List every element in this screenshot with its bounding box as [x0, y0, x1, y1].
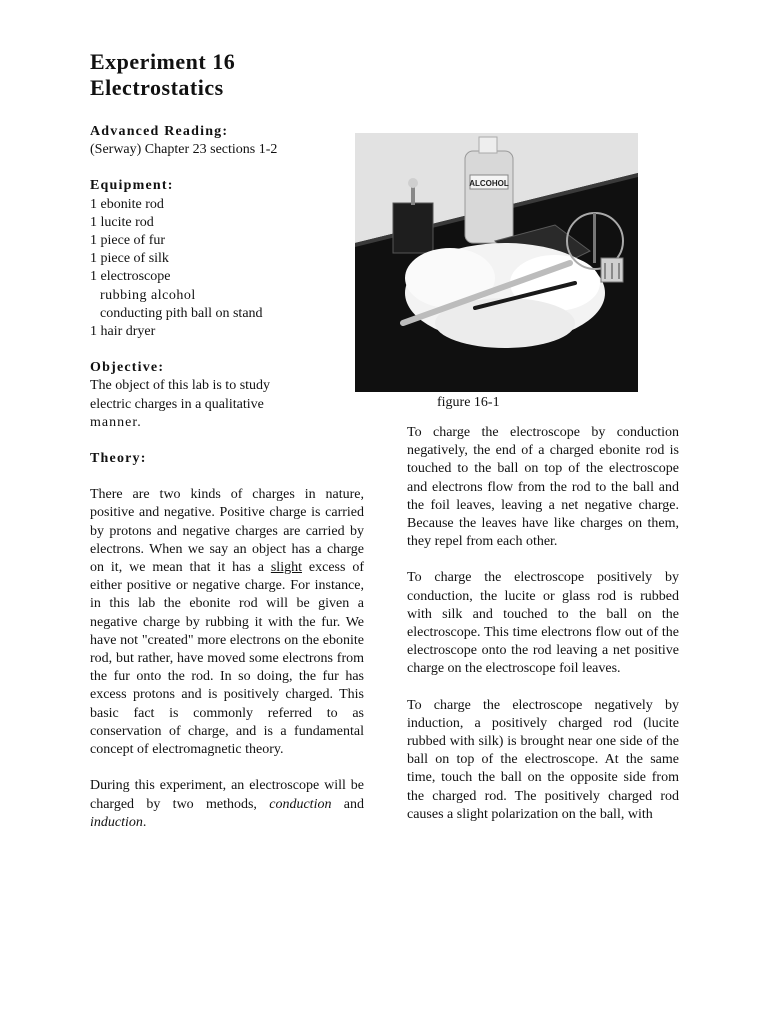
theory-paragraph-2 — [90, 777, 364, 832]
theory-text: and — [331, 796, 364, 812]
equipment-item: conducting pith ball on stand — [100, 305, 263, 321]
alcohol-bottle — [465, 137, 513, 243]
theory-paragraph-1 — [90, 486, 364, 759]
figure-caption: figure 16-1 — [437, 395, 500, 410]
left-column — [90, 123, 364, 832]
equipment-item: 1 lucite rod — [90, 214, 154, 230]
title-line-experiment: Experiment 16 — [90, 49, 236, 74]
objective-heading: Objective: — [90, 360, 165, 376]
equipment-photo-illustration — [355, 133, 638, 392]
emphasized-word: slight — [270, 560, 302, 576]
objective-line: The object of this lab is to study — [90, 378, 271, 394]
advanced-reading-heading: Advanced Reading: — [90, 124, 229, 139]
page-title — [90, 49, 235, 101]
title-line-topic: Electrostatics — [90, 75, 224, 100]
theory-heading: Theory: — [90, 451, 147, 467]
right-column — [407, 424, 679, 824]
objective-line: electric charges in a qualitative — [90, 396, 264, 412]
theory-text: excess of either positive or negative charge. For instance, in this lab the ebonite rod will be given a negative charge by rubbing it with the fur. We have not "created" more electrons on the ebonite rod, but rather, have moved some electrons from the fur onto the rod. In so doing, the fur has excess protons and is positively charged. This basic fact is commonly referred to as conservation of charge, and is a fundamental concept of electromagnetic theory. — [90, 560, 365, 758]
method-induction: induction — [90, 814, 143, 830]
equipment-item: 1 hair dryer — [90, 324, 156, 340]
equipment-item: rubbing alcohol — [100, 287, 196, 303]
theory-text: . — [142, 814, 147, 830]
equipment-list — [90, 196, 364, 342]
equipment-item: 1 electroscope — [90, 269, 171, 285]
advanced-reading-text: (Serway) Chapter 23 sections 1-2 — [90, 142, 278, 158]
induction-negative-paragraph: To charge the electroscope negatively by induction, a positively charged rod (lucite rubbed with silk) is brought near one side of the ball on top of the electroscope. At the same time, touch the ball on the opposite side from the charged rod. The positively charged rod causes a slight polarization on the ball, with — [407, 697, 679, 822]
objective-text — [90, 377, 364, 432]
equipment-item: 1 piece of fur — [90, 233, 166, 249]
conduction-negative-paragraph: To charge the electroscope by conduction negatively, the end of a charged ebonite rod is touched to the ball on top of the electroscope and electrons flow from the rod to the ball and the foil leaves, leaving a net negative charge. Because the leaves have like charges on them, they repel from each other. — [407, 425, 679, 550]
equipment-photo — [355, 133, 638, 392]
conduction-positive-paragraph: To charge the electroscope positively by conduction, the lucite or glass rod is rubbed with silk and touched to the ball on the electroscope. This time electrons flow out of the electroscope onto the rod leaving a net positive charge on the electroscope foil leaves. — [407, 570, 679, 677]
theory-text: During this experiment, an electroscope will be charged by two methods, — [90, 778, 364, 812]
bottle-label: ALCOHOL — [469, 179, 509, 188]
equipment-item: 1 ebonite rod — [90, 196, 164, 212]
method-conduction: conduction — [269, 796, 332, 812]
objective-line: manner. — [90, 414, 142, 430]
theory-text: There are two kinds of charges in nature, positive and negative. Positive charge is carried by protons and negative charges are carried by electrons. When we say an object has a charge on it, we mean that it has a — [90, 487, 364, 576]
equipment-heading: Equipment: — [90, 178, 174, 194]
equipment-item: 1 piece of silk — [90, 251, 169, 267]
